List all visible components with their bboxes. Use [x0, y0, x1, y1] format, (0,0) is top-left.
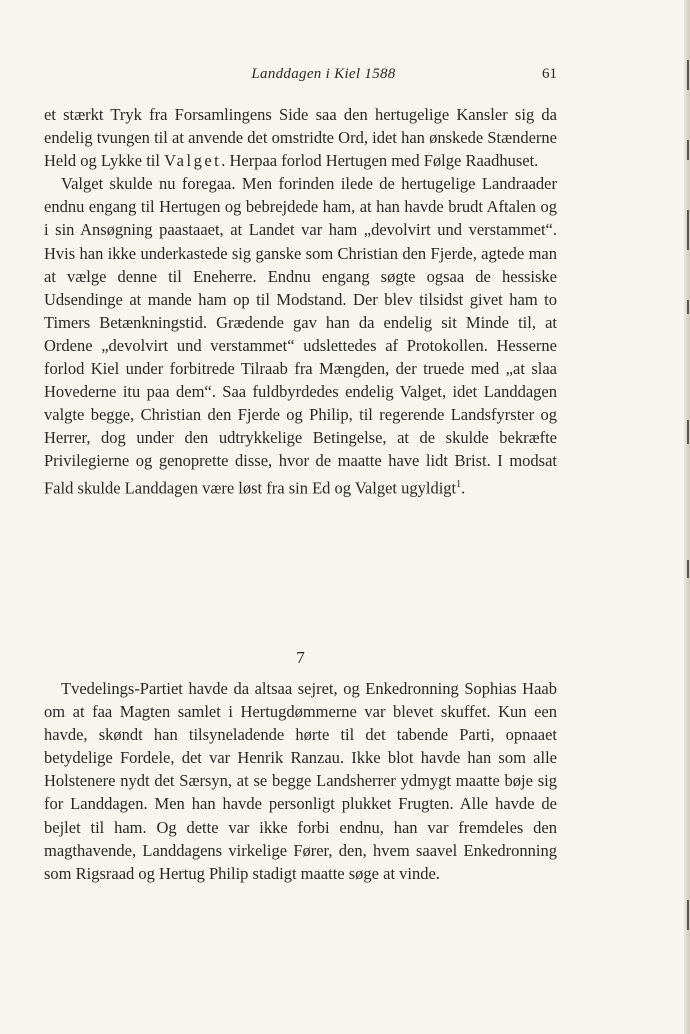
edge-mark: [687, 60, 689, 90]
section-text-continued: [44, 103, 557, 499]
running-title: Landdagen i Kiel 1588: [251, 66, 396, 82]
spaced-emphasis: Valget: [164, 151, 222, 171]
section-7-text: [44, 677, 557, 885]
footnote-marker: 1: [456, 478, 462, 490]
edge-mark: [687, 300, 689, 314]
paragraph-1: et stærkt Tryk fra Forsamlingens Side saa den hertugelige Kansler sig da endelig tvungen til at anvende det omstridte Ord, idet han ønskede Stænderne Held og Lykke til Valget. Herpaa forlod Hertugen med Følge Raadhuset.: [44, 105, 557, 171]
edge-mark: [687, 900, 689, 930]
page-header: [44, 66, 557, 90]
edge-mark: [687, 420, 689, 444]
page-number: 61: [542, 66, 557, 82]
paragraph-2: Valget skulde nu foregaa. Men forinden ilede de hertugelige Landraader endnu engang til Hertugen og bebrejdede ham, at han havde brudt Aftalen og i sin Ansøgning paastaaet, at Landet var ham „devolvirt und verstammet“. Hvis han ikke underkastede sig ganske som Christian den Fjerde, agtede man at vælge denne til Eneherre. Endnu engang søgte ogsaa de hessiske Udsendinge at mande ham op til Modstand. Der blev tilsidst givet ham to Timers Betænkningstid. Grædende gav han da endelig sit Minde til, at Ordene „devolvirt und verstammet“ udslettedes af Protokollen. Hesserne forlod Kiel under forbitrede Tilraab fra Mængden, der truede med „at slaa Hovederne itu paa dem“. Saa fuldbyrdedes endelig Valget, idet Landdagen valgte begge, Christian den Fjerde og Philip, til regerende Landsfyrster og Herrer, dog under den udtrykkelige Betingelse, at de skulde bekræfte Privilegierne og genoprette disse, hvor de maatte have lidt Brist. I modsat Fald skulde Landdagen være løst fra sin Ed og Valget ugyldigt$^1$.: [44, 174, 557, 497]
edge-mark: [687, 560, 689, 578]
page-edge: [684, 0, 690, 1034]
edge-mark: [687, 140, 689, 160]
section-number: 7: [296, 648, 305, 667]
edge-mark: [687, 210, 689, 250]
paragraph-3: Tvedelings-Partiet havde da altsaa sejret, og Enkedronning Sophias Haab om at faa Magten samlet i Hertugdømmerne var blevet skuffet. Kun een havde, skøndt han tilsyneladende hørte til det tabende Parti, opnaaet betydelige Fordele, det var Henrik Ranzau. Ikke blot havde han som alle Holstenere nydt det Særsyn, at se begge Landsherrer ydmygt maatte bøje sig for Landdagen. Men han havde personligt plukket Frugten. Alle havde de bejlet til ham. Og dette var ikke forbi endnu, han var fremdeles den magthavende, Landdagens virkelige Fører, den, hvem saavel Enkedronning som Rigsraad og Hertug Philip stadigt maatte søge at vinde.: [44, 679, 557, 883]
